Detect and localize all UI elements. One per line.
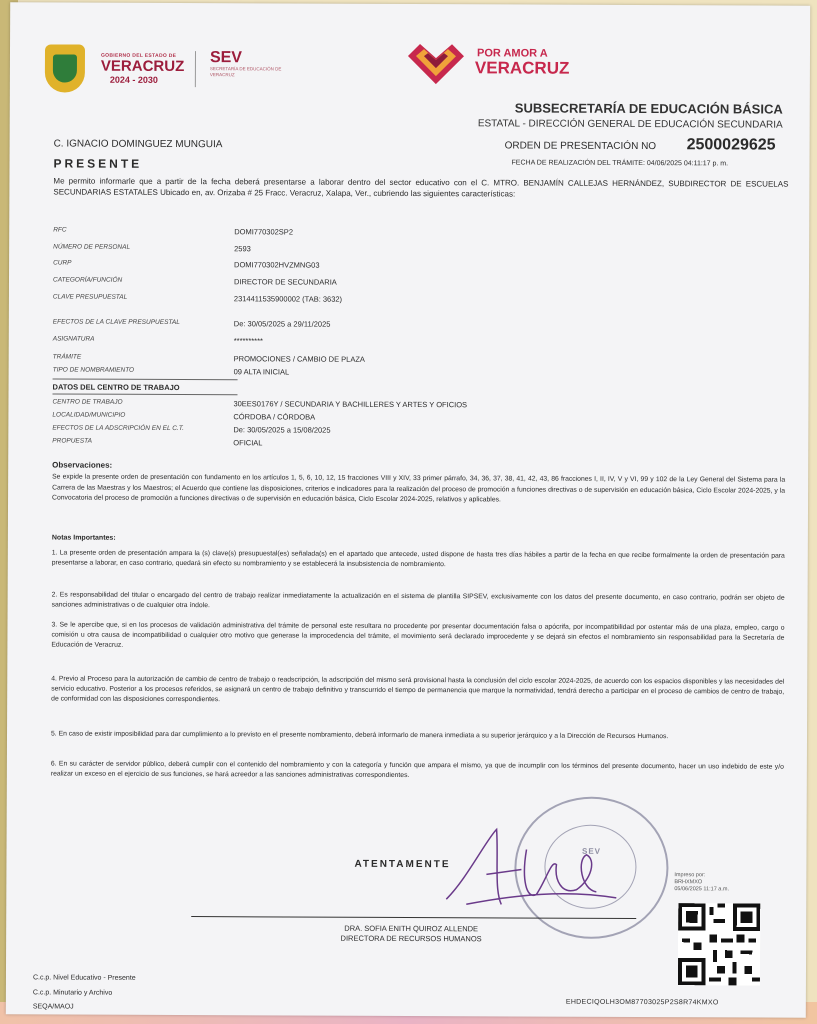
field-label: CENTRO DE TRABAJO <box>52 398 123 406</box>
gov-years: 2024 - 2030 <box>109 74 158 85</box>
field-label: CLAVE PRESUPUESTAL <box>52 293 128 301</box>
section-rule <box>53 378 238 380</box>
field-value: DOMI770302HVZMNG03 <box>234 260 320 270</box>
field-value: 2593 <box>234 244 251 254</box>
field-value: ********** <box>233 336 263 346</box>
sev-subtitle: SECRETARÍA DE EDUCACIÓN DE VERACRUZ <box>209 66 282 78</box>
notas-title: Notas Importantes: <box>51 534 116 542</box>
field-label: TIPO DE NOMBRAMIENTO <box>52 366 135 374</box>
field-label: RFC <box>53 226 67 234</box>
field-label: EFECTOS DE LA CLAVE PRESUPUESTAL <box>52 318 180 327</box>
field-label: PROPUESTA <box>52 437 92 445</box>
subsecretaria-title: SUBSECRETARÍA DE EDUCACIÓN BÁSICA <box>514 100 783 117</box>
veracruz-shield-icon <box>45 44 85 92</box>
direccion-title: ESTATAL - DIRECCIÓN GENERAL DE EDUCACIÓN SECUNDARIA <box>477 118 783 131</box>
note-item: 6. En su carácter de servidor público, deberá cumplir con el contenido del nombramiento y con la categoría y función que ampara el mismo, ya que de incumplir con los términos del presente documento, hacer un uso indebido de este y/o realizar un exceso en el ejercicio de sus funciones, se hará acreedor a las sanciones administrativas correspondientes. <box>50 760 784 780</box>
field-label: LOCALIDAD/MUNICIPIO <box>52 411 126 419</box>
gov-name: VERACRUZ <box>100 57 185 76</box>
orden-number: 2500029625 <box>686 136 776 154</box>
qr-code-icon <box>678 903 760 985</box>
field-value: DIRECTOR DE SECUNDARIA <box>233 277 337 287</box>
atentamente: ATENTAMENTE <box>354 858 451 871</box>
field-value: OFICIAL <box>233 438 263 448</box>
header-divider <box>195 51 196 87</box>
field-label: CATEGORÍA/FUNCIÓN <box>52 276 123 284</box>
sev-logo: SEV <box>209 49 243 67</box>
presente-heading: PRESENTE <box>53 156 143 171</box>
signer-block <box>296 924 526 945</box>
stamp-line: BRHXMXO <box>674 879 703 886</box>
field-value: 30EES0176Y / SECUNDARIA Y BACHILLERES Y ARTES Y OFICIOS <box>233 399 468 410</box>
signer-name: DRA. SOFIA ENITH QUIROZ ALLENDE <box>344 923 479 934</box>
intro-paragraph: Me permito informarle que a partir de la fecha deberá presentarse a laborar dentro del sector educativo con el C. MTRO. BENJAMÍN CALLEJAS HERNÁNDEZ, SUBDIRECTOR DE ESCUELAS SECUNDARIAS ESTATALES Ubicado en, av. Orizaba # 25 Fracc. Veracruz, Xalapa, Ver., cubriendo las siguientes características: <box>53 176 789 199</box>
field-value: De: 30/05/2025 a 15/08/2025 <box>233 425 331 435</box>
ccp-line: C.c.p. Minutario y Archivo <box>32 989 113 997</box>
orden-label: ORDEN DE PRESENTACIÓN NO <box>504 140 657 153</box>
centro-title: DATOS DEL CENTRO DE TRABAJO <box>52 382 180 393</box>
amor-label: POR AMOR A <box>476 47 548 60</box>
note-item: 1. La presente orden de presentación ampara la (s) clave(s) presupuestal(es) señalada(s) en el apartado que antecede, usted dispone de hasta tres días hábiles a partir de la fecha en que recibe formalmente la orden de presentación para presentarse a laborar, en caso contrario, quedará sin efecto su nombramiento y se establecerá la insubsistencia de nombramiento. <box>51 549 785 569</box>
print-stamp <box>674 872 749 893</box>
observaciones-title: Observaciones: <box>52 460 113 470</box>
addressee: C. IGNACIO DOMINGUEZ MUNGUIA <box>53 138 223 151</box>
document-page <box>6 2 810 1017</box>
ccp-line: C.c.p. Nivel Educativo - Presente <box>32 974 136 982</box>
field-label: NÚMERO DE PERSONAL <box>53 243 131 251</box>
field-label: CURP <box>53 259 72 267</box>
field-value: 2314411535900002 (TAB: 3632) <box>233 294 343 304</box>
note-item: 2. Es responsabilidad del titular o encargado del centro de trabajo realizar inmediatamente la actualización en el sistema de plantilla SIPSEV, exclusivamente con los datos del presente documento, en caso contrario, podrán ser objeto de sanciones administrativas o de cualquier otra índole. <box>51 591 785 610</box>
field-value: 09 ALTA INICIAL <box>233 367 290 377</box>
heart-logo-icon <box>406 40 466 86</box>
signer-title: DIRECTORA DE RECURSOS HUMANOS <box>340 933 482 944</box>
signature-icon <box>426 819 626 920</box>
section-rule <box>53 393 238 395</box>
qr-code-text: EHDECIQOLH3OM87703025P2S8R74KMXO <box>565 998 719 1007</box>
field-label: ASIGNATURA <box>52 335 95 343</box>
seal-label: SEV <box>581 846 602 856</box>
gov-label: GOBIERNO DEL ESTADO DE <box>100 52 177 59</box>
ccp-line: SEQA/MAOJ <box>32 1003 74 1011</box>
note-item: 4. Previo al Proceso para la autorización de cambio de centro de trabajo o readscripción, la adscripción del mismo será provisional hasta la conclusión del ciclo escolar 2024-2025, de acuerdo con los espacios disponibles y las necesidades del servicio educativo. Posterior a los procesos referidos, se asignará un centro de trabajo definitivo y transcurrido el tiempo de permanencia que marque la normatividad, tendrá derecho a participar en el proceso de cambios de centro de trabajo, de conformidad con las disposiciones correspondientes. <box>51 675 785 704</box>
stamp-line: Impreso por: <box>674 872 706 879</box>
field-value: CÓRDOBA / CÓRDOBA <box>233 412 316 422</box>
note-item: 5. En caso de existir imposibilidad para dar cumplimiento a lo previsto en el presente nombramiento, deberá informarlo de manera inmediata a su superior jerárquico y a la Dirección de Recursos Humanos. <box>51 730 669 741</box>
field-label: EFECTOS DE LA ADSCRIPCIÓN EN EL C.T. <box>52 424 184 433</box>
field-value: De: 30/05/2025 a 29/11/2025 <box>233 319 331 329</box>
field-label: TRÁMITE <box>52 353 82 361</box>
field-value: PROMOCIONES / CAMBIO DE PLAZA <box>233 354 365 364</box>
observaciones-text: Se expide la presente orden de presentación con fundamento en los artículos 1, 5, 6, 10, 12, 15 fracciones VIII y XIV, 33 primer párrafo, 34, 36, 37, 38, 41, 42, 43, 86 fracciones I, II, IV, V y VI, 99 y 102 de la Ley General del Sistema para la Carrera de las Maestras y los Maestros; el Acuerdo que contiene las disposiciones, criterios e indicadores para la realización del proceso de promoción a funciones directivas o de supervisión en educación básica, Ciclo Escolar 2024-2025, y la Convocatoria del proceso de promoción a funciones directivas o de supervisión en educación básica, Ciclo Escolar 2024-2025, relativos y aplicables. <box>52 473 786 504</box>
amor-brand: VERACRUZ <box>474 58 570 78</box>
stamp-line: 05/06/2025 11:17 a.m. <box>674 886 730 893</box>
field-value: DOMI770302SP2 <box>234 227 294 237</box>
note-item: 3. Se le apercibe que, si en los procesos de validación administrativa del trámite de personal este resultara no procedente por presentar documentación falsa o apócrifa, por incompatibilidad por ostentar más de una plaza, empleo, cargo o comisión u otra causa de incompatibilidad o cualquier otro motivo que generase la improcedencia del trámite, el movimiento será declarado improcedente y se dejará sin efectos el nombramiento sin responsabilidad para la Secretaría de Educación de Veracruz. <box>51 621 785 649</box>
fecha-tramite: FECHA DE REALIZACIÓN DEL TRÁMITE: 04/06/2025 04:11:17 p. m. <box>511 159 729 168</box>
